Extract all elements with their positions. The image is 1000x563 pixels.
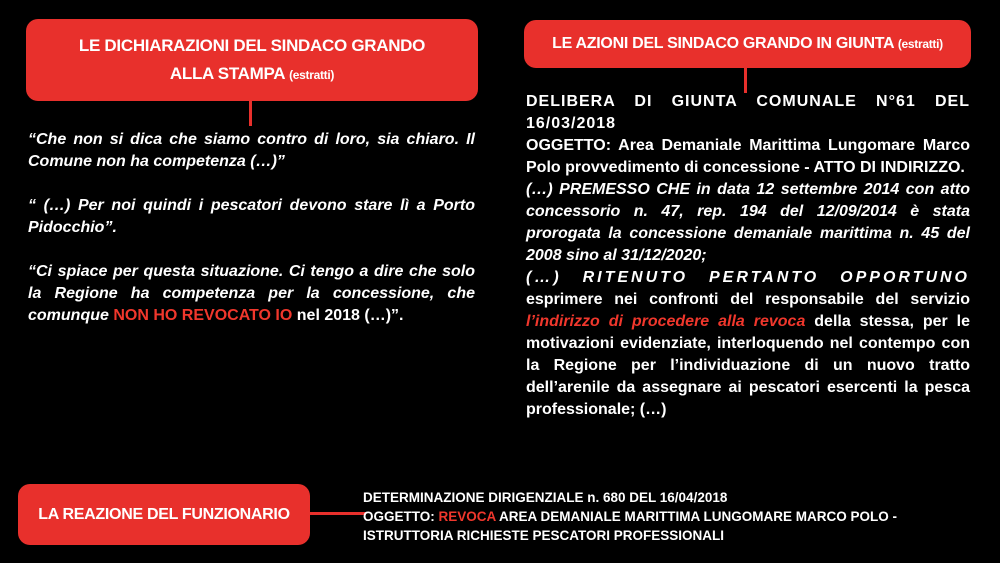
header-box-council-actions xyxy=(524,20,971,68)
connector-line-left xyxy=(249,100,252,126)
quote-1: “Che non si dica che siamo contro di loro, sia chiaro. Il Comune non ha competenza (…)” xyxy=(28,131,475,170)
header-suffix: (estratti) xyxy=(897,37,943,51)
header-title: LA REAZIONE DEL FUNZIONARIO xyxy=(38,506,290,523)
quote-3-highlight: NON HO REVOCATO IO xyxy=(113,307,293,324)
ritenuto-highlight: l’indirizzo di procedere alla revoca xyxy=(526,313,806,330)
header-title-line2-text: ALLA STAMPA xyxy=(169,64,285,83)
connector-line-bottom xyxy=(309,512,366,515)
header-box-press-statements xyxy=(26,19,478,101)
header-box-official-reaction xyxy=(18,484,310,545)
determination-subject-rest: AREA DEMANIALE MARITTIMA LUNGOMARE MARCO POLO - xyxy=(495,509,898,524)
determination-title: DETERMINAZIONE DIRIGENZIALE n. 680 DEL 16/04/2018 xyxy=(363,490,728,505)
ritenuto-body-1: esprimere nei confronti del responsabile del servizio xyxy=(526,291,970,308)
council-resolution-text xyxy=(526,91,970,421)
ritenuto-body-2: della stessa, per le motivazioni evidenziate, interloquendo nel contempo con la Regione per l’individuazione di un nuovo tratto dell’arenile da assegnare ai pescatori esercenti la pesca professionale; (…) xyxy=(526,313,971,418)
resolution-ritenuto xyxy=(526,267,970,421)
determination-subject-line2: ISTRUTTORIA RICHIESTE PESCATORI PROFESSIONALI xyxy=(363,528,725,543)
resolution-premesso xyxy=(526,179,970,267)
connector-line-right xyxy=(744,67,747,93)
quote-3-end: nel 2018 (…)”. xyxy=(292,307,404,324)
determination-subject-prefix: OGGETTO: xyxy=(363,509,439,524)
resolution-subject: OGGETTO: Area Demaniale Marittima Lungomare Marco Polo provvedimento di concessione - ATTO DI INDIRIZZO. xyxy=(526,137,970,176)
resolution-title: DELIBERA DI GIUNTA COMUNALE N°61 DEL 16/03/2018 xyxy=(526,93,970,132)
header-title-line2 xyxy=(26,60,478,89)
premesso-heading: (…) PREMESSO CHE in data 12 settembre 2014 xyxy=(526,181,900,198)
executive-determination-text xyxy=(363,488,988,545)
quote-3 xyxy=(28,261,475,327)
determination-highlight: REVOCA xyxy=(438,509,496,524)
header-title: LE AZIONI DEL SINDACO GRANDO IN GIUNTA xyxy=(552,35,894,52)
quote-3-text: “Ci spiace per questa situazione. Ci tengo a dire che solo la Regione ha competenza per la concessione, che comunque xyxy=(28,263,475,324)
determination-subject xyxy=(363,507,988,526)
header-title-line1: LE DICHIARAZIONI DEL SINDACO GRANDO xyxy=(78,36,426,55)
quote-2: “ (…) Per noi quindi i pescatori devono stare lì a Porto Pidocchio”. xyxy=(28,197,475,236)
header-suffix: (estratti) xyxy=(289,68,335,82)
press-quotes xyxy=(28,129,475,349)
premesso-body: con atto concessorio n. 47, rep. 194 del 12/09/2014 è stata prorogata la concessione demaniale marittima n. 45 del 2008 sino al 31/12/2020; xyxy=(526,181,971,264)
ritenuto-heading: (…) RITENUTO PERTANTO OPPORTUNO xyxy=(526,269,970,286)
